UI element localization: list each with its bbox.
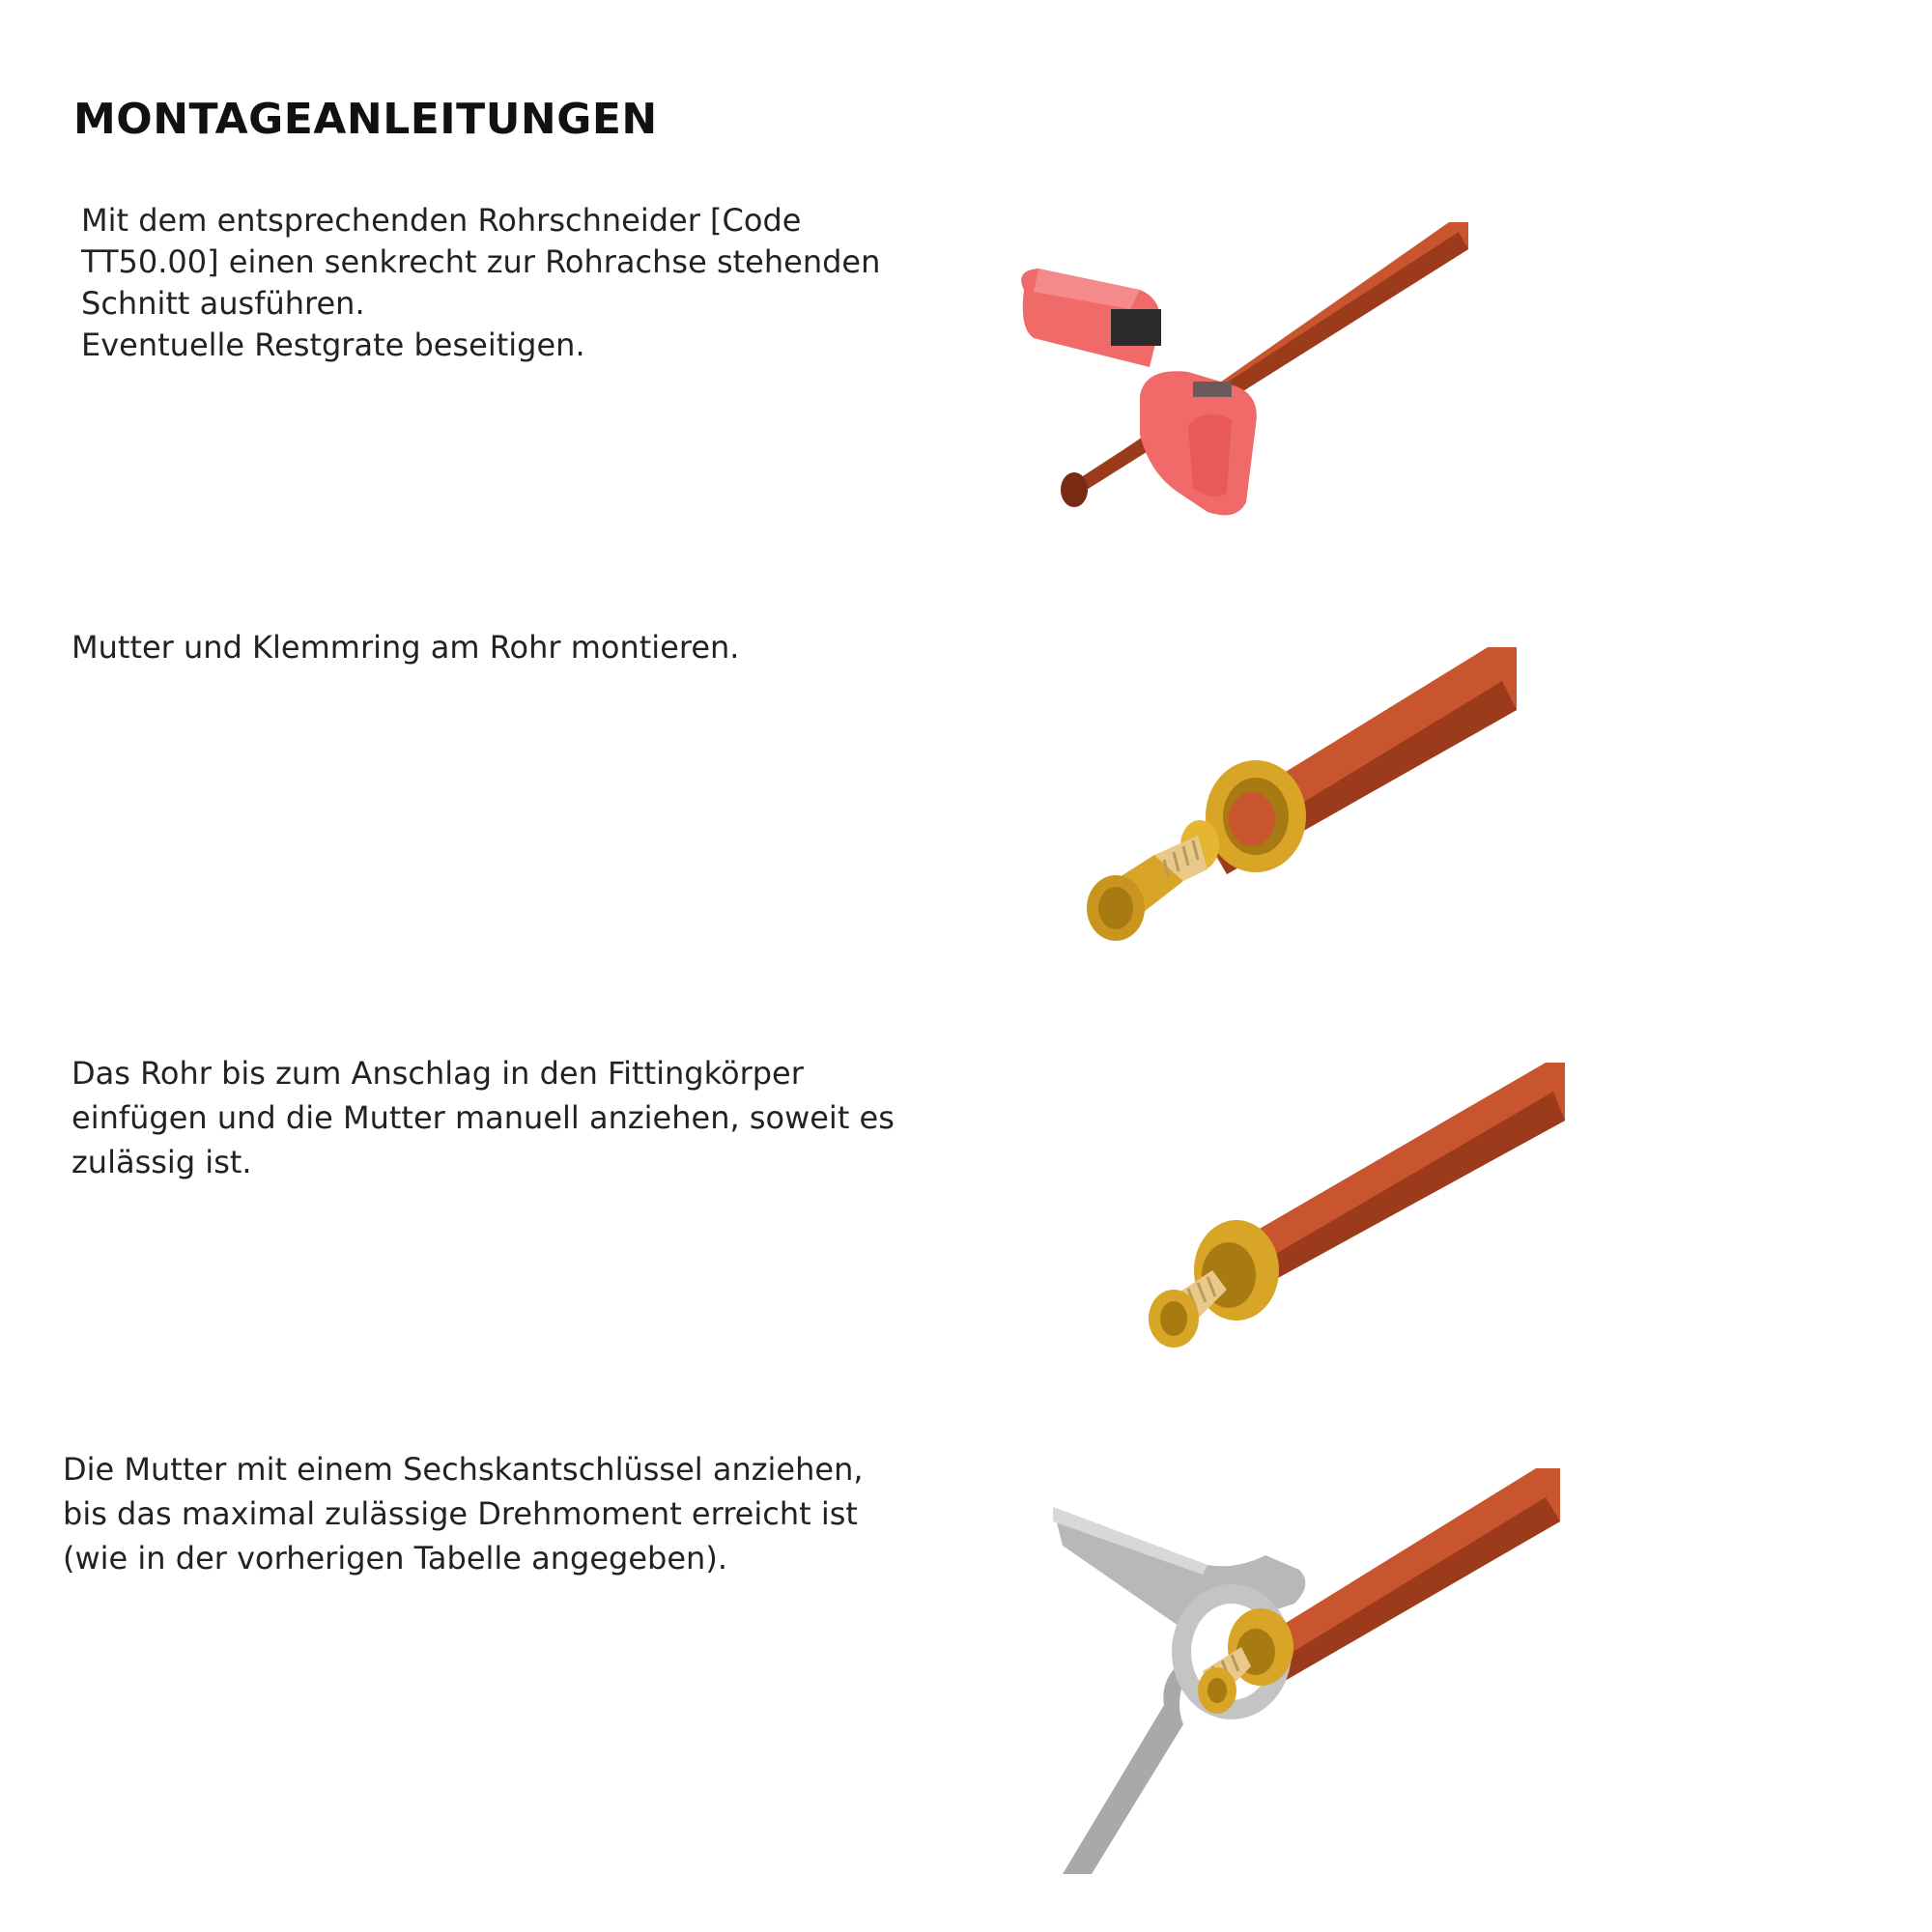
step-1-text: Mit dem entsprechenden Rohrschneider [Code TT50.00] einen senkrecht zur Rohrachse stehenden Schnitt ausführen. Eventuelle Restgrate beseitigen. <box>81 202 881 363</box>
compression-nut <box>1206 760 1306 872</box>
page-title: MONTAGEANLEITUNGEN <box>73 95 658 144</box>
wrench-tightening-illustration <box>1043 1449 1584 1893</box>
wrench <box>1053 1507 1305 1874</box>
copper-pipe <box>1246 1063 1565 1285</box>
step-2-text: Mutter und Klemmring am Rohr montieren. <box>71 629 740 666</box>
pipe-cutter <box>1021 269 1257 515</box>
copper-pipe <box>1270 1468 1560 1681</box>
pipe-insert-illustration <box>1121 1053 1584 1362</box>
step-4-text: Die Mutter mit einem Sechskantschlüssel anziehen, bis das maximal zulässige Drehmoment erreicht ist (wie in der vorherigen Tabelle angegeben). <box>63 1451 864 1577</box>
step-3-text: Das Rohr bis zum Anschlag in den Fittingkörper einfügen und die Mutter manuell anziehen, soweit es zulässig ist. <box>71 1055 895 1180</box>
nut-and-ring-illustration <box>1063 628 1546 956</box>
copper-pipe <box>1061 222 1468 507</box>
fitting-body <box>1087 836 1208 941</box>
pipe-cutter-illustration <box>995 203 1497 531</box>
